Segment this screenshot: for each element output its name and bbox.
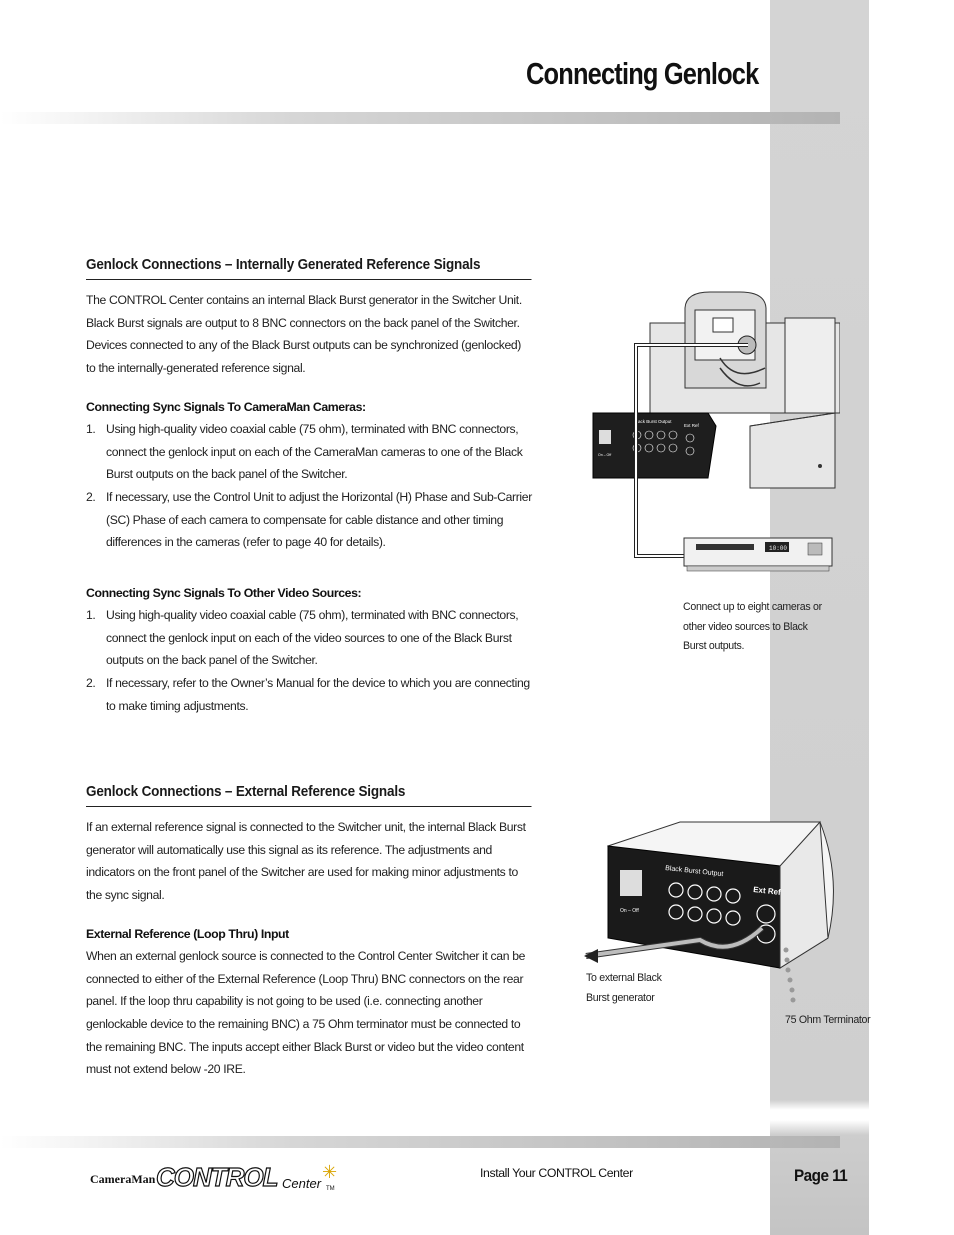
genlock-internal-figure xyxy=(590,288,840,588)
list-item: 1. Using high-quality video coaxial cable (75 ohm), terminated with BNC connectors, connect the genlock input on each of the CameraMan cameras to one of the Black Burst outputs on the back panel of the Switcher. xyxy=(86,421,523,482)
section-internal-intro: The CONTROL Center contains an internal Black Burst generator in the Switcher Unit. Black Burst signals are output to 8 BNC connectors on the back panel of the Switcher. Devices connected to any of the Black Burst outputs can be synchronized (genlocked) to the internally-generated reference signal. xyxy=(86,293,522,376)
sub-sources-heading: Connecting Sync Signals To Other Video Sources: xyxy=(86,586,362,601)
loop-thru-heading: External Reference (Loop Thru) Input xyxy=(86,926,289,941)
bb-label-1: Black Burst Output xyxy=(634,419,672,424)
page-number: Page 11 xyxy=(794,1166,848,1185)
sub-cameras-list xyxy=(86,418,532,554)
cameraman-control-center-logo: CameraMan CONTROL Center TM ✳ xyxy=(90,1162,338,1192)
sparkle-icon: ✳ xyxy=(322,1162,338,1182)
section-external-intro: If an external reference signal is connected to the Switcher unit, the internal Black Burst generator will automatically use this signal as its reference. The adjustments and indicators on the front panel of the Switcher are used for making minor adjustments to the sync signal. xyxy=(86,820,526,903)
extref-label-2: Ext Ref xyxy=(752,885,782,897)
bb-label-2: Black Burst Output xyxy=(664,865,724,879)
section-external-heading: Genlock Connections – External Reference Signals xyxy=(86,783,532,807)
to-external-label: To external Black Burst generator xyxy=(586,972,662,1004)
list-item: 2. If necessary, use the Control Unit to adjust the Horizontal (H) Phase and Sub-Carrier (SC) Phase of each camera to compensate for cable distance and other timing differences in the cameras (refer to page 40 for details). xyxy=(86,489,532,550)
page-title: Connecting Genlock xyxy=(525,56,758,91)
list-item: 1. Using high-quality video coaxial cable (75 ohm), terminated with BNC connectors, connect the genlock input on each of the video sources to one of the Black Burst outputs on the back panel of the Switcher. xyxy=(86,608,519,668)
vcr-display: 10:00 xyxy=(769,545,788,552)
terminator-label: 75 Ohm Terminator xyxy=(785,1014,871,1026)
onoff-label-2: On – Off xyxy=(620,908,639,914)
onoff-label-1: On – Off xyxy=(598,453,612,457)
footer-rule xyxy=(0,1136,840,1148)
section-external xyxy=(86,783,532,1081)
section-internal-heading: Genlock Connections – Internally Generated Reference Signals xyxy=(86,256,532,280)
loop-thru-body: When an external genlock source is connected to the Control Center Switcher it can be connected to either of the External Reference (Loop Thru) BNC connectors on the rear panel. If the loop thru capability is not going to be used (i.e. connecting another genlockable device to the remaining BNC) a 75 Ohm terminator must be connected to the remaining BNC. The inputs accept either Black Burst or video but the video content must not extend below -20 IRE. xyxy=(86,948,526,1077)
header-rule xyxy=(0,112,840,124)
sub-cameras-heading: Connecting Sync Signals To CameraMan Cameras: xyxy=(86,399,366,414)
figure-1-caption: Connect up to eight cameras or other video sources to Black Burst outputs. xyxy=(683,601,822,652)
footer-section-title: Install Your CONTROL Center xyxy=(480,1166,633,1180)
extref-label-1: Ext Ref xyxy=(684,423,699,428)
section-internal xyxy=(86,256,532,718)
list-item: 2. If necessary, refer to the Owner’s Manual for the device to which you are connecting to make timing adjustments. xyxy=(86,676,530,713)
sub-sources-list xyxy=(86,604,532,718)
